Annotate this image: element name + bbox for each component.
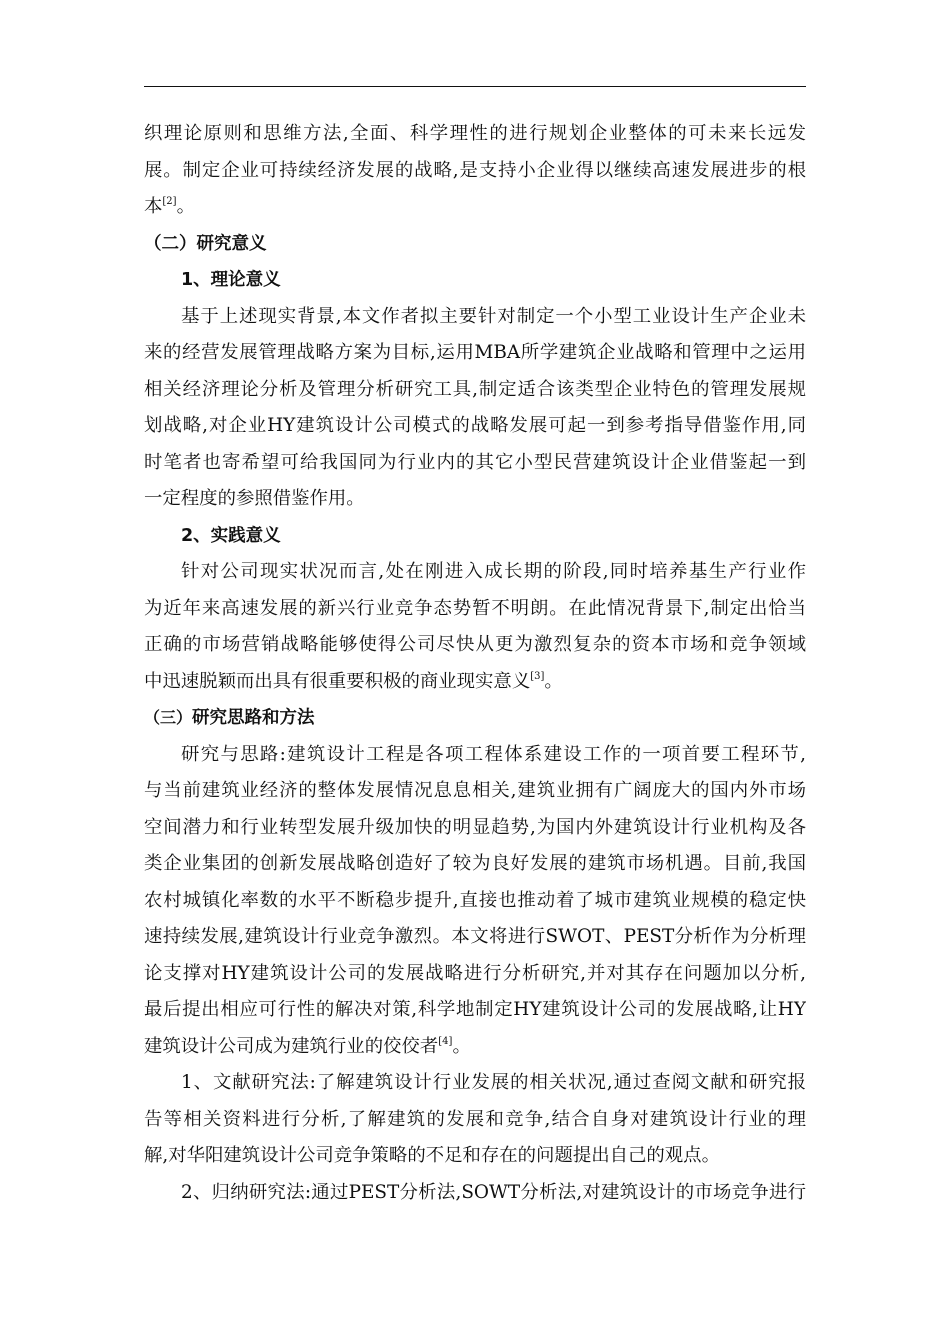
page-content: [144, 116, 806, 1211]
section-heading-3: [144, 700, 806, 737]
text-line: 农村城镇化率数的水平不断稳步提升,直接也推动着了城市建筑业规模的稳定快: [144, 889, 806, 911]
text-line: 解,对华阳建筑设计公司竞争策略的不足和存在的问题提出自己的观点。: [144, 1145, 720, 1166]
header-rule: [144, 86, 806, 87]
theory-paragraph: [144, 299, 806, 518]
text-line: [144, 664, 806, 701]
subsection-heading-theory: 1、理论意义: [181, 270, 281, 290]
approach-paragraph: [144, 737, 806, 1066]
text-line: 论支撑对HY建筑设计公司的发展战略进行分析研究,并对其存在问题加以分析,: [144, 962, 806, 984]
text-line: [144, 1029, 806, 1066]
text-line: 一定程度的参照借鉴作用。: [144, 488, 365, 509]
citation-ref: [4]: [438, 1035, 453, 1047]
citation-ref: [3]: [530, 670, 545, 682]
text-line: 来的经营发展管理战略方案为目标,运用MBA所学建筑企业战略和管理中之运用: [144, 342, 806, 363]
text-line: 正确的市场营销战略能够使得公司尽快从更为激烈复杂的资本市场和竞争领域: [144, 634, 806, 655]
section-heading-prefix: （三）: [144, 708, 193, 727]
text-line: 展。制定企业可持续经济发展的战略,是支持小企业得以继续高速发展进步的根: [144, 159, 806, 181]
text-line: 2、归纳研究法:通过PEST分析法,SOWT分析法,对建筑设计的市场竞争进行: [181, 1181, 806, 1203]
text-run: 本: [144, 196, 163, 217]
text-line: 1、文献研究法:了解建筑设计行业发展的相关状况,通过查阅文献和研究报: [181, 1072, 806, 1093]
text-line: 划战略,对企业HY建筑设计公司模式的战略发展可起一到参考指导借鉴作用,同: [144, 415, 806, 436]
text-line: 类企业集团的创新发展战略创造好了较为良好发展的建筑市场机遇。目前,我国: [144, 853, 806, 874]
citation-ref: [2]: [162, 196, 177, 207]
text-line: 空间潜力和行业转型发展升级加快的明显趋势,为国内外建筑设计行业机构及各: [144, 816, 806, 838]
text-run: 中迅速脱颖而出具有很重要积极的商业现实意义: [144, 670, 531, 692]
section-heading-2: （二）研究意义: [144, 233, 267, 254]
text-line: 告等相关资料进行分析,了解建筑的发展和竞争,结合自身对建筑设计行业的理: [144, 1108, 806, 1130]
subsection-heading-practice: 2、实践意义: [181, 525, 281, 546]
text-line: 相关经济理论分析及管理分析研究工具,制定适合该类型企业特色的管理发展规: [144, 378, 806, 400]
text-line: 研究与思路:建筑设计工程是各项工程体系建设工作的一项首要工程环节,: [181, 743, 806, 765]
literature-method-paragraph: [144, 1065, 806, 1175]
text-line: 为近年来高速发展的新兴行业竞争态势暂不明朗。在此情况背景下,制定出恰当: [144, 597, 806, 619]
intro-paragraph: [144, 116, 806, 226]
text-run: 。: [452, 1035, 471, 1057]
inductive-method-paragraph: [144, 1175, 806, 1212]
practice-paragraph: [144, 554, 806, 700]
text-line: 速持续发展,建筑设计行业竞争激烈。本文将进行SWOT、PEST分析作为分析理: [144, 926, 806, 947]
text-line: 时笔者也寄希望可给我国同为行业内的其它小型民营建筑设计企业借鉴起一到: [144, 451, 806, 473]
text-run: 。: [176, 196, 195, 217]
text-line: 织理论原则和思维方法,全面、科学理性的进行规划企业整体的可未来长远发: [144, 123, 806, 144]
text-line: 基于上述现实背景,本文作者拟主要针对制定一个小型工业设计生产企业未: [181, 305, 806, 327]
section-heading-text: 研究思路和方法: [192, 708, 315, 728]
text-line: [144, 189, 806, 226]
text-run: 建筑设计公司成为建筑行业的佼佼者: [144, 1035, 439, 1057]
text-line: 针对公司现实状况而言,处在刚进入成长期的阶段,同时培养基生产行业作: [181, 561, 806, 582]
text-line: 与当前建筑业经济的整体发展情况息息相关,建筑业拥有广阔庞大的国内外市场: [144, 780, 806, 801]
text-run: 。: [544, 670, 563, 692]
text-line: 最后提出相应可行性的解决对策,科学地制定HY建筑设计公司的发展战略,让HY: [144, 999, 806, 1020]
